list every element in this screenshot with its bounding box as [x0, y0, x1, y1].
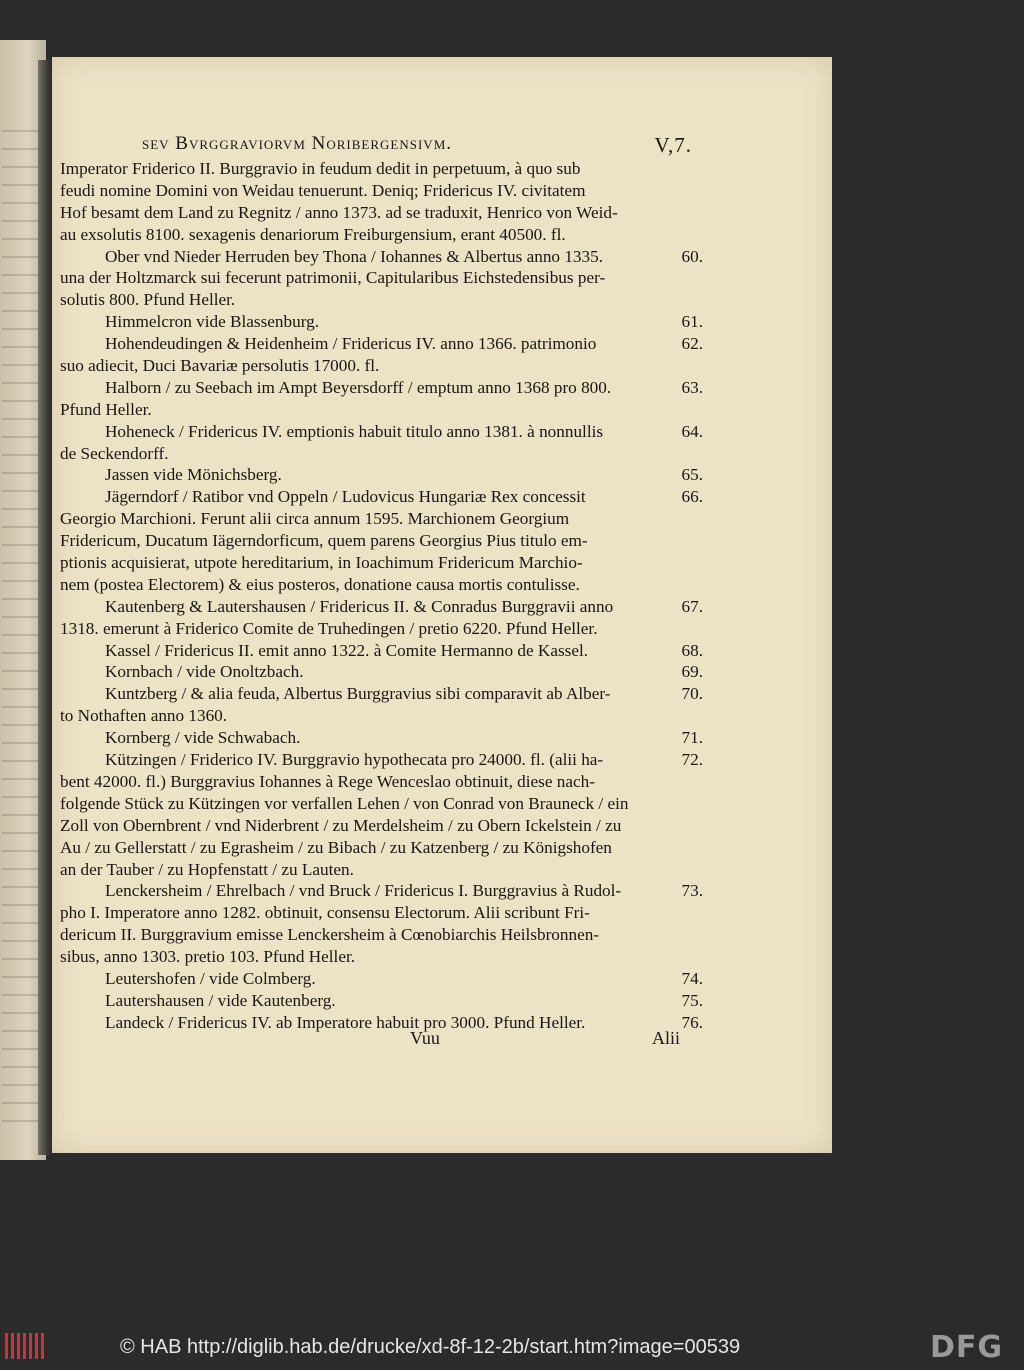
barcode-icon [5, 1333, 45, 1359]
text-line [60, 552, 695, 574]
line-text: Imperator Friderico II. Burggravio in feudum dedit in perpetuum, à quo sub [60, 159, 581, 178]
line-text: Fridericum, Ducatum Iägerndorficum, quem parens Georgius Pius titulo em- [60, 531, 588, 551]
line-text: Pfund Heller. [60, 399, 152, 419]
left-page-text-bleed [2, 130, 38, 1130]
text-line [60, 158, 695, 180]
entry-number: 69. [681, 662, 703, 682]
text-line [60, 486, 703, 508]
text-line [60, 596, 703, 618]
entry-number: 70. [681, 684, 703, 704]
line-text: au exsolutis 8100. sexagenis denariorum Freiburgensium, erant 40500. fl. [60, 224, 566, 244]
text-line [60, 683, 703, 705]
text-line [60, 289, 695, 311]
text-line [60, 990, 703, 1012]
entry-number: 76. [681, 1012, 703, 1032]
entry-number: 65. [681, 465, 703, 485]
entry-number: 62. [681, 334, 703, 354]
entry-number: 75. [681, 990, 703, 1010]
line-text: Kützingen / Friderico IV. Burggravio hypothecata pro 24000. fl. (alii ha- [105, 750, 604, 770]
entry-number: 71. [681, 728, 703, 748]
running-header [142, 133, 692, 157]
text-line [60, 377, 703, 399]
text-line [60, 443, 695, 465]
entry-number: 73. [681, 881, 703, 901]
line-text: Kornberg / vide Schwabach. [105, 728, 301, 748]
catchword: Alii [651, 1028, 680, 1048]
entry-number: 72. [681, 750, 703, 770]
line-text: Georgio Marchioni. Ferunt alii circa annum 1595. Marchionem Georgium [60, 509, 570, 529]
text-line [60, 267, 695, 289]
text-line [60, 224, 695, 246]
entry-number: 60. [681, 246, 703, 266]
source-credit: © HAB http://diglib.hab.de/drucke/xd-8f-12-2b/start.htm?image=00539 [120, 1336, 741, 1358]
text-line [60, 661, 703, 683]
text-line [60, 946, 695, 968]
text-line [60, 793, 695, 815]
line-text: Kautenberg & Lautershausen / Fridericus II. & Conradus Burggravii anno [105, 596, 614, 616]
line-text: an der Tauber / zu Hopfenstatt / zu Lauten. [60, 859, 354, 879]
text-line [60, 771, 695, 793]
text-line [60, 815, 695, 837]
entry-number: 68. [681, 640, 703, 660]
line-text: Lautershausen / vide Kautenberg. [105, 990, 336, 1010]
line-text: 1318. emerunt à Friderico Comite de Truhedingen / pretio 6220. Pfund Heller. [60, 618, 598, 638]
line-text: ptionis acquisierat, utpote hereditarium, in Ioachimum Fridericum Marchio- [60, 553, 583, 573]
text-line [60, 727, 703, 749]
signature-mark: Vuu [410, 1028, 440, 1048]
line-text: Himmelcron vide Blassenburg. [105, 312, 320, 332]
text-line [60, 246, 703, 268]
text-line [60, 924, 695, 946]
line-text: Hoheneck / Fridericus IV. emptionis habuit titulo anno 1381. à nonnullis [105, 421, 604, 441]
line-text: solutis 800. Pfund Heller. [60, 290, 236, 310]
page-signature: V,7. [654, 133, 692, 157]
page-footer [60, 1028, 680, 1050]
line-text: Hof besamt dem Land zu Regnitz / anno 1373. ad se traduxit, Henrico von Weid- [60, 202, 618, 222]
text-line [60, 618, 695, 640]
page-text-block [60, 158, 703, 1034]
line-text: Kornbach / vide Onoltzbach. [105, 662, 304, 682]
entry-number: 66. [681, 487, 703, 507]
line-text: sibus, anno 1303. pretio 103. Pfund Heller. [60, 947, 356, 967]
line-text: to Nothaften anno 1360. [60, 706, 228, 726]
text-line [60, 399, 695, 421]
text-line [60, 530, 695, 552]
text-line [60, 333, 703, 355]
book-gutter [38, 60, 52, 1155]
text-line [60, 968, 703, 990]
line-text: suo adiecit, Duci Bavariæ persolutis 17000. fl. [60, 356, 380, 376]
entry-number: 63. [681, 377, 703, 397]
line-text: Leutershofen / vide Colmberg. [105, 968, 316, 988]
line-text: bent 42000. fl.) Burggravius Iohannes à Rege Wenceslao obtinuit, diese nach- [60, 771, 595, 791]
entry-number: 64. [681, 421, 703, 441]
text-line [60, 705, 695, 727]
line-text: pho I. Imperatore anno 1282. obtinuit, consensu Electorum. Alii scribunt Fri- [60, 903, 590, 923]
line-text: Jägerndorf / Ratibor vnd Oppeln / Ludovicus Hungariæ Rex concessit [105, 487, 586, 507]
text-line [60, 859, 695, 881]
line-text: Zoll von Obernbrent / vnd Niderbrent / zu Merdelsheim / zu Obern Ickelstein / zu [60, 815, 622, 835]
line-text: una der Holtzmarck sui fecerunt patrimonii, Capitularibus Eichstedensibus per- [60, 268, 606, 288]
line-text: Lenckersheim / Ehrelbach / vnd Bruck / Fridericus I. Burggravius à Rudol- [105, 881, 622, 901]
text-line [60, 574, 695, 596]
line-text: Ober vnd Nieder Herruden bey Thona / Iohannes & Albertus anno 1335. [105, 246, 603, 266]
entry-number: 74. [681, 968, 703, 988]
line-text: Au / zu Gellerstatt / zu Egrasheim / zu Bibach / zu Katzenberg / zu Königshofen [60, 837, 612, 857]
line-text: de Seckendorff. [60, 443, 169, 463]
text-line [60, 180, 695, 202]
text-line [60, 837, 695, 859]
text-line [60, 464, 703, 486]
entry-number: 61. [681, 312, 703, 332]
line-text: feudi nomine Domini von Weidau tenuerunt. Deniq; Fridericus IV. civitatem [60, 180, 586, 200]
line-text: Hohendeudingen & Heidenheim / Fridericus IV. anno 1366. patrimonio [105, 334, 597, 354]
line-text: nem (postea Electorem) & eius posteros, donatione causa mortis contulisse. [60, 574, 580, 594]
running-title: sev Bvrggraviorvm Noribergensivm. [142, 133, 452, 154]
text-line [60, 355, 695, 377]
line-text: folgende Stück zu Kützingen vor verfallen Lehen / von Conrad von Brauneck / ein [60, 793, 629, 813]
line-text: Landeck / Fridericus IV. ab Imperatore habuit pro 3000. Pfund Heller. [105, 1012, 586, 1032]
dfg-logo: DFG [930, 1330, 1004, 1365]
line-text: Kassel / Fridericus II. emit anno 1322. à Comite Hermanno de Kassel. [105, 640, 589, 660]
text-line [60, 749, 703, 771]
text-line [60, 640, 703, 662]
line-text: dericum II. Burggravium emisse Lenckersheim à Cœnobiarchis Heilsbronnen- [60, 925, 600, 945]
text-line [60, 202, 695, 224]
text-line [60, 508, 695, 530]
text-line [60, 421, 703, 443]
text-line [60, 311, 703, 333]
entry-number: 67. [681, 596, 703, 616]
text-line [60, 902, 695, 924]
line-text: Kuntzberg / & alia feuda, Albertus Burggravius sibi comparavit ab Alber- [105, 684, 611, 704]
line-text: Jassen vide Mönichsberg. [105, 465, 282, 485]
text-line [60, 880, 703, 902]
line-text: Halborn / zu Seebach im Ampt Beyersdorff / emptum anno 1368 pro 800. [105, 377, 612, 397]
